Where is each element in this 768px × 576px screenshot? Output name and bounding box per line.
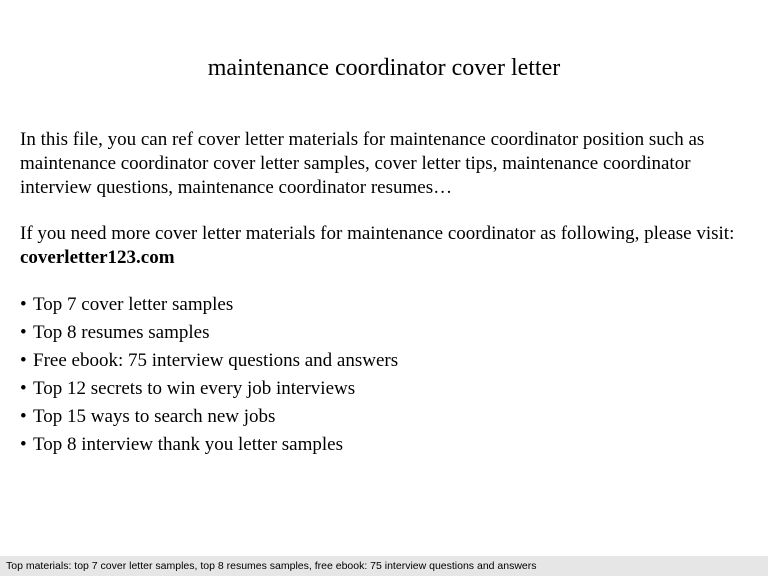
list-item-text: Top 8 interview thank you letter samples (33, 434, 343, 455)
list-item-text: Top 15 ways to search new jobs (33, 406, 276, 427)
list-item-text: Top 7 cover letter samples (33, 294, 234, 315)
list-item (20, 403, 740, 431)
page-title: maintenance coordinator cover letter (207, 55, 561, 81)
list-item-text: Top 12 secrets to win every job interviews (33, 378, 356, 399)
bullet-icon: • (20, 434, 27, 455)
bullet-icon: • (20, 378, 27, 399)
footer-bar (0, 556, 768, 576)
website-link[interactable]: coverletter123.com (20, 247, 175, 268)
bullet-icon: • (20, 294, 27, 315)
list-item-text: Top 8 resumes samples (33, 322, 210, 343)
bullet-icon: • (20, 350, 27, 371)
list-item (20, 291, 740, 319)
list-item (20, 347, 740, 375)
intro-paragraph: In this file, you can ref cover letter materials for maintenance coordinator position such as maintenance coordinator cover letter samples, cover letter tips, maintenance coordinator interview questions, maintenance coordinator resumes… (20, 129, 705, 198)
bullet-icon: • (20, 322, 27, 343)
list-item (20, 319, 740, 347)
footer-text: Top materials: top 7 cover letter samples, top 8 resumes samples, free ebook: 75 interview questions and answers (6, 560, 537, 572)
bullet-icon: • (20, 406, 27, 427)
materials-list (20, 291, 740, 459)
list-item (20, 431, 740, 459)
visit-text: If you need more cover letter materials for maintenance coordinator as following, please visit: (20, 223, 735, 244)
list-item (20, 375, 740, 403)
list-item-text: Free ebook: 75 interview questions and answers (33, 350, 399, 371)
visit-paragraph (20, 222, 760, 270)
